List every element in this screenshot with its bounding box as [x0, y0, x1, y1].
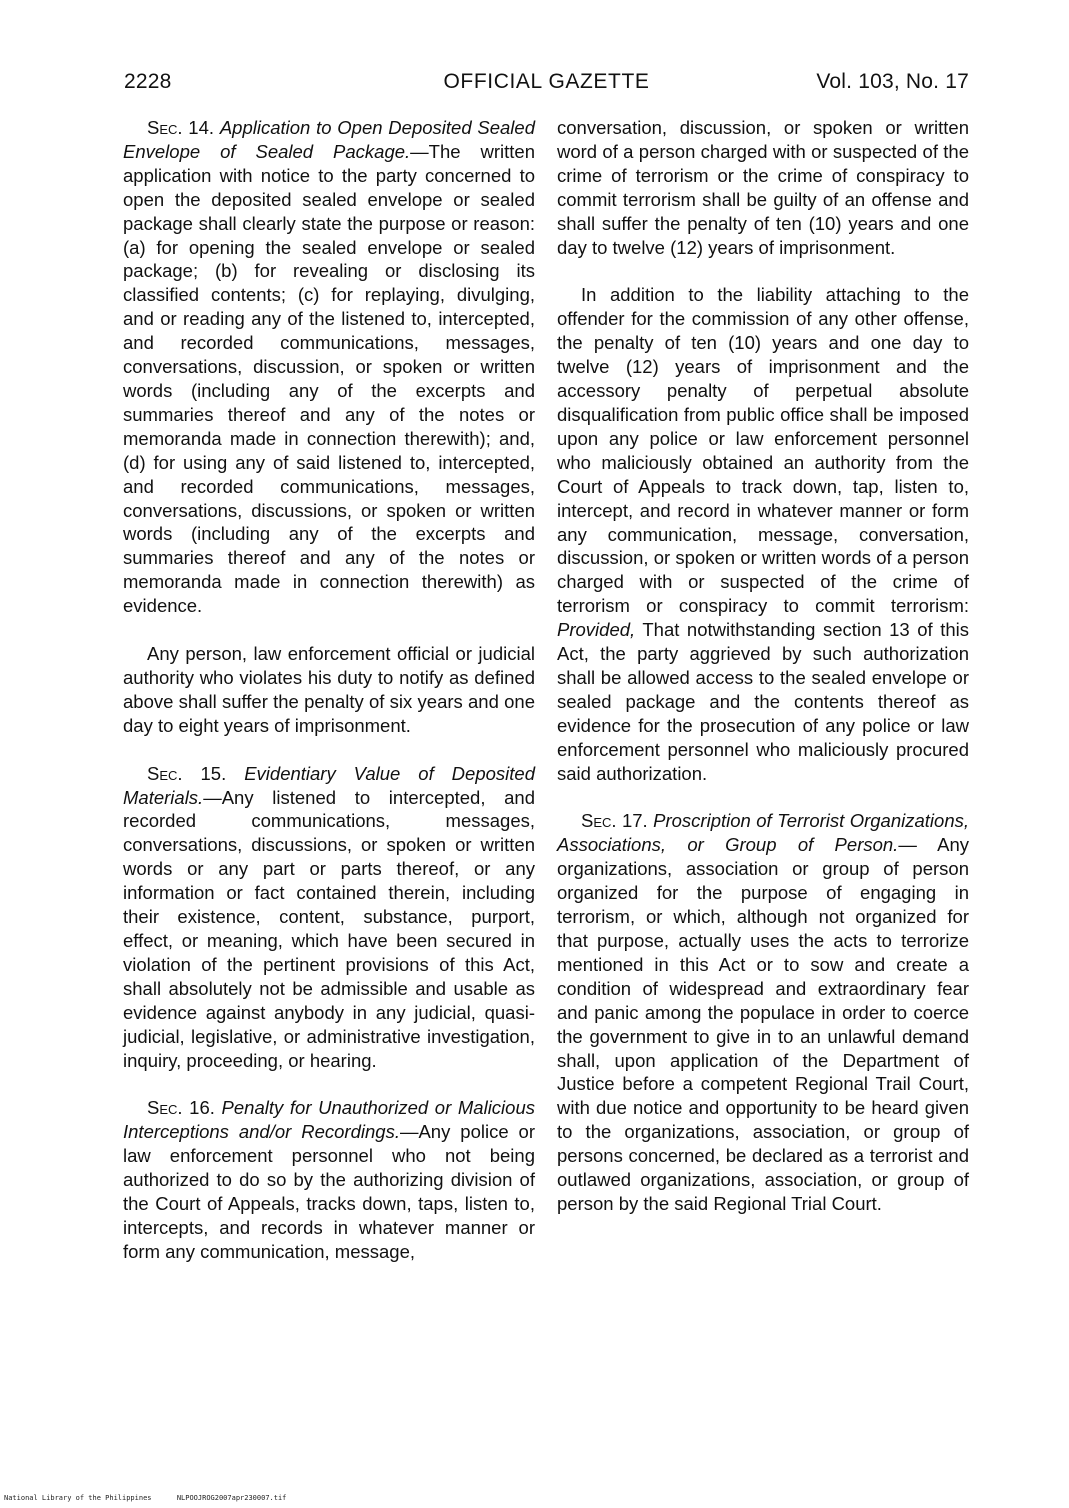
section-14-title: Application to Open Deposited Sealed Envelope of Sealed Package. — [123, 117, 535, 162]
page-header — [124, 70, 969, 100]
section-17 — [557, 809, 969, 1215]
section-15-title: Evidentiary Value of Deposited Materials. — [123, 762, 535, 808]
section-15-body: —Any listened to intercepted, and recorded communications, messages, conversations, discussions, or spoken or written words or any part or parts thereof, or any information or fact contained therein, including their existence, content, substance, purport, effect, or meaning, which have been secured in violation of the pertinent provisions of this Act, shall absolutely not be admissible and usable as evidence against anybody in any judicial, quasi-judicial, legislative, or administrative investigation, inquiry, proceeding, or hearing. — [123, 786, 535, 1071]
volume-issue: Vol. 103, No. 17 — [816, 70, 969, 93]
additional-liability-text: In addition to the liability attaching to the offender for the commission of any other offense, the penalty of ten (10) years and one day to twelve (12) years of imprisonment and the accessory penalty of perpetual absolute disqualification from public office shall be imposed upon any police or law enforcement personnel who maliciously obtained an authority from the Court of Appeals to track down, tap, listen to, intercept, and record in whatever manner or form any communication, message, conversation, discussion, or spoken or written words of a person charged with or suspected of the crime of terrorism or conspiracy to commit terrorism: — [557, 284, 969, 617]
section-16 — [123, 1096, 535, 1263]
footer-filename: NLPOOJROG2007apr230007.tif — [176, 1494, 287, 1502]
scan-footer — [4, 1494, 286, 1502]
section-16-label: Sec. 16. — [147, 1097, 215, 1119]
proviso-keyword: Provided, — [557, 619, 636, 641]
footer-library: National Library of the Philippines — [4, 1494, 152, 1502]
section-16-title: Penalty for Unauthorized or Malicious Interceptions and/or Recordings. — [123, 1097, 535, 1143]
left-column — [123, 116, 535, 1288]
section-17-title: Proscription of Terrorist Organizations, Associations, or Group of Person. — [557, 810, 969, 856]
section-16-additional-liability — [557, 283, 969, 785]
section-17-body: — Any organizations, association or group of person organized for the purpose of engaging in terrorism, or which, although not organized for that purpose, actually uses the acts to terrorize mentioned in this Act or to sow and create a condition of widespread and extraordinary fear and panic among the populace in order to coerce the government to give in to an unlawful demand shall, upon application of the Department of Justice before a competent Regional Trail Court, with due notice and opportunity to be heard given to the organizations, association, or group of persons concerned, be declared as a terrorist and outlawed organizations, association, or group of person by the said Regional Trial Court. — [557, 834, 970, 1214]
right-column — [557, 116, 969, 1240]
section-16-body: —Any police or law enforcement personnel who not being authorized to do so by the authorizing division of the Court of Appeals, tracks down, taps, listen to, intercepts, and records in whatever manner or form any communication, message, — [123, 1121, 535, 1262]
section-16-continuation: conversation, discussion, or spoken or written word of a person charged with or suspected of the crime of terrorism or the crime of conspiracy to commit terrorism shall be guilty of an offense and shall suffer the penalty of ten (10) years and one day to twelve (12) years of imprisonment. — [557, 117, 969, 258]
section-15 — [123, 762, 535, 1073]
section-15-label: Sec. 15. — [147, 762, 227, 784]
section-14-body: —The written application with notice to the party concerned to open the deposited sealed envelope or sealed package shall clearly state the purpose or reason: (a) for opening the sealed envelope or sealed package; (b) for revealing or disclosing its classified contents; (c) for replaying, divulging, and or reading any of the listened to, intercepted, and recorded communications, messages, conversations, discussion, or spoken or written words (including any of the excerpts and summaries thereof and any of the notes or memoranda made in connection therewith); and, (d) for using any of said listened to, intercepted, and recorded communications, messages, conversations, discussions, or spoken or written words (including any of the excerpts and summaries thereof and any of the notes or memoranda made in connection therewith) as evidence. — [123, 140, 535, 617]
section-17-label: Sec. 17. — [581, 810, 648, 832]
proviso-text: That notwithstanding section 13 of this Act, the party aggrieved by such authorization shall be allowed access to the sealed envelope or sealed package and the contents thereof as evidence for the prosecution of any police or law enforcement personnel who maliciously procured said authorization. — [557, 619, 969, 784]
publication-title: OFFICIAL GAZETTE — [443, 70, 650, 93]
page-number: 2228 — [124, 70, 172, 93]
section-14-label: Sec. 14. — [147, 117, 215, 138]
section-14 — [123, 116, 535, 618]
section-14-penalty-paragraph: Any person, law enforcement official or judicial authority who violates his duty to notify as defined above shall suffer the penalty of six years and one day to eight years of imprisonment. — [123, 643, 535, 736]
